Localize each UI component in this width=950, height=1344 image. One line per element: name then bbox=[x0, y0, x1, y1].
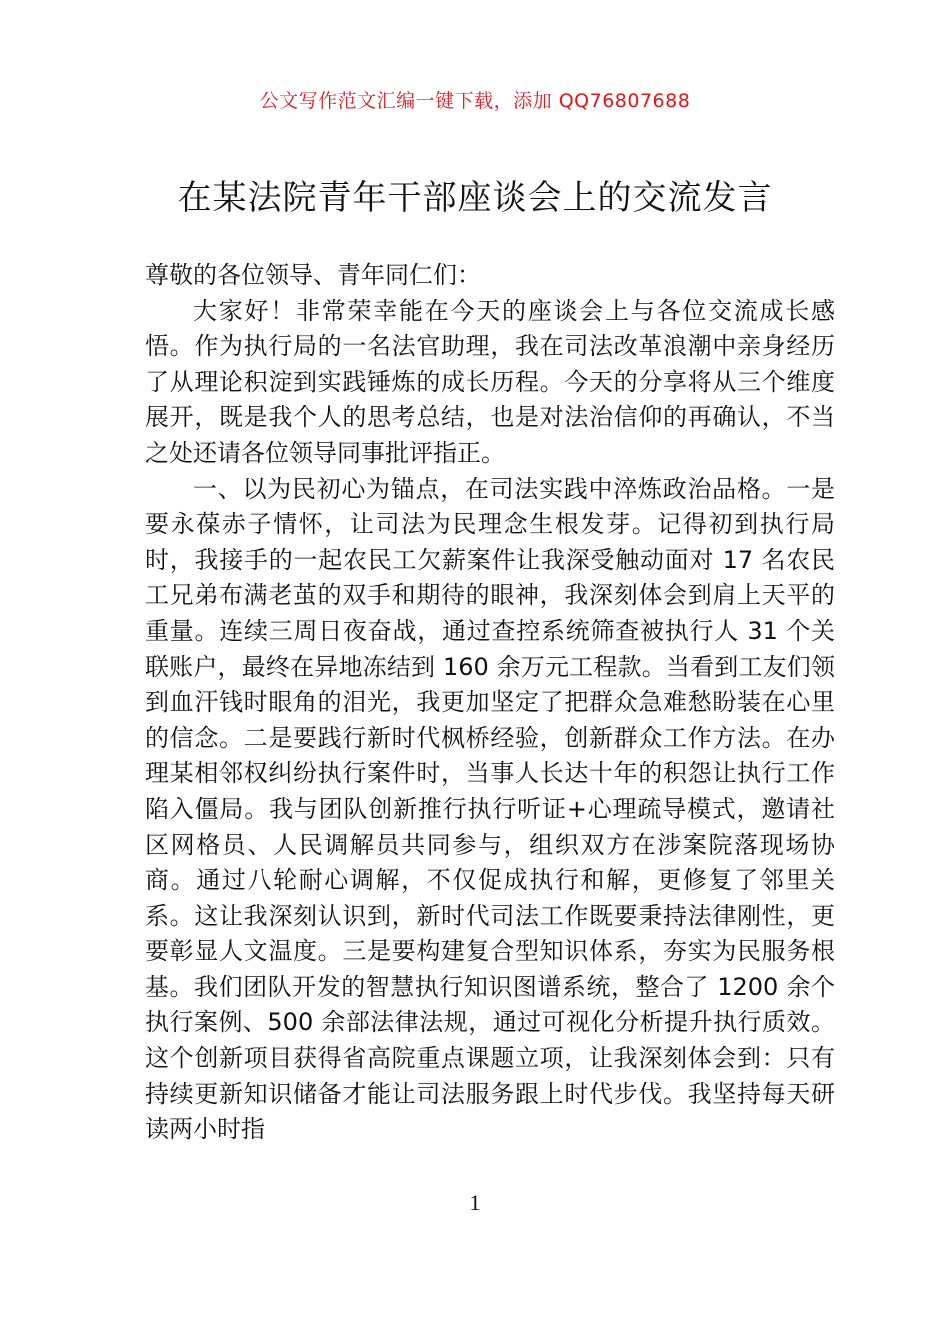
salutation: 尊敬的各位领导、青年同仁们： bbox=[145, 261, 481, 289]
document-title: 在某法院青年干部座谈会上的交流发言 bbox=[177, 178, 773, 218]
document-body bbox=[145, 258, 835, 1148]
paragraph-section-one: 一、以为民初心为锚点，在司法实践中淬炼政治品格。一是要永葆赤子情怀，让司法为民理念生根发芽。记得初到执行局时，我接手的一起农民工欠薪案件让我深受触动面对 17 名农民工兄弟布满老茧的双手和期待的眼神，我深刻体会到肩上天平的重量。连续三周日夜奋战，通过查控系统筛查被执行人 31 个关联账户，最终在异地冻结到 160 余万元工程款。当看到工友们领到血汗钱时眼角的泪光，我更加坚定了把群众急难愁盼装在心里的信念。二是要践行新时代枫桥经验，创新群众工作方法。在办理某相邻权纠纷执行案件时，当事人长达十年的积怨让执行工作陷入僵局。我与团队创新推行执行听证+心理疏导模式，邀请社区网格员、人民调解员共同参与，组织双方在涉案院落现场协商。通过八轮耐心调解，不仅促成执行和解，更修复了邻里关系。这让我深刻认识到，新时代司法工作既要秉持法律刚性，更要彰显人文温度。三是要构建复合型知识体系，夯实为民服务根基。我们团队开发的智慧执行知识图谱系统，整合了 1200 余个执行案例、500 余部法律法规，通过可视化分析提升执行质效。这个创新项目获得省高院重点课题立项，让我深刻体会到：只有持续更新知识储备才能让司法服务跟上时代步伐。我坚持每天研读两小时指 bbox=[145, 474, 835, 1144]
page-number: 1 bbox=[469, 1190, 481, 1215]
paragraph-intro: 大家好！非常荣幸能在今天的座谈会上与各位交流成长感悟。作为执行局的一名法官助理，我在司法改革浪潮中亲身经历了从理论积淀到实践锤炼的成长历程。今天的分享将从三个维度展开，既是我个人的思考总结，也是对法治信仰的再确认，不当之处还请各位领导同事批评指正。 bbox=[145, 296, 835, 467]
download-banner: 公文写作范文汇编一键下载，添加 QQ76807688 bbox=[259, 90, 691, 112]
